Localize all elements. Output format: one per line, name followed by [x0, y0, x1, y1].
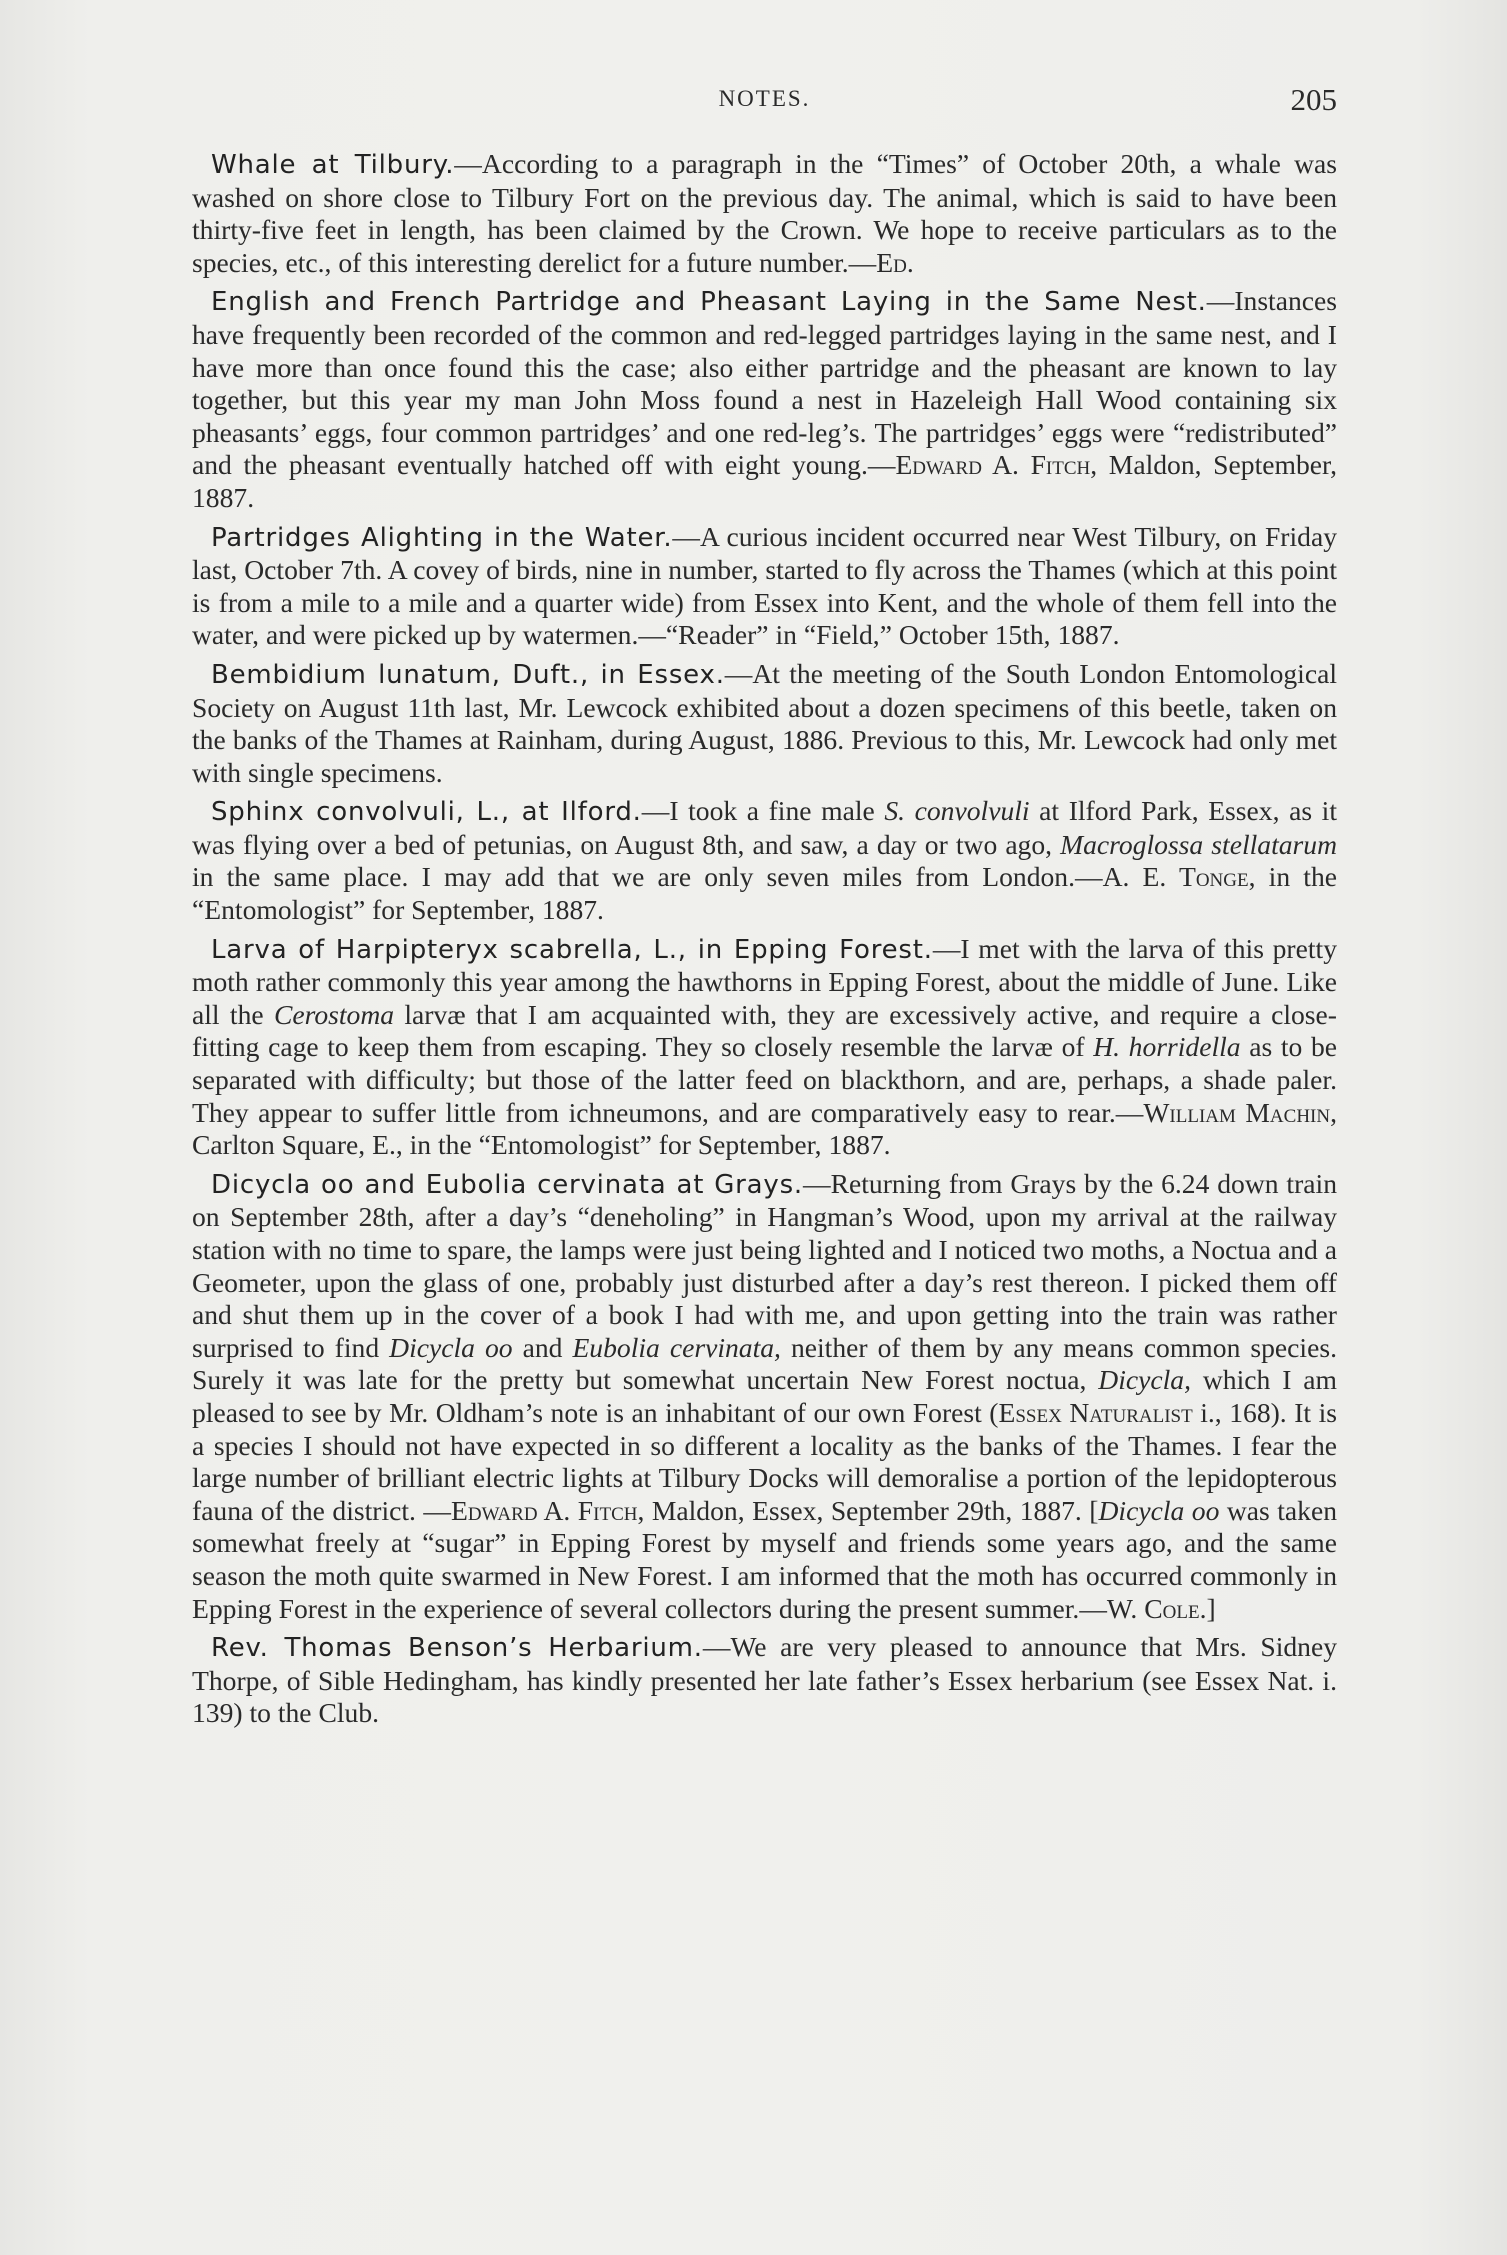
- note-heading: Whale at Tilbury.: [211, 150, 455, 180]
- note-text: —Returning from Grays by the 6.24 down train on September 28th, after a day’s “deneholing” in Hangman’s Wood, upon my arrival at the railway station with no time to spare, the lamps were just being lighted and I noticed two moths, a Noctua and a Geometer, upon the glass of one, probably just disturbed after a day’s rest thereon. I picked them off and shut them up in the cover of a book I had with me, and upon getting into the train was rather surprised to find: [192, 1167, 1337, 1363]
- note-signature: Edward A. Fitch,: [451, 1494, 645, 1526]
- note-text: in the same place. I may add that we are only seven miles from London.—: [192, 861, 1103, 893]
- note-text: —I took a fine male: [641, 795, 885, 827]
- species-name: Dicycla,: [1098, 1364, 1191, 1396]
- note-heading: Partridges Alighting in the Water.: [211, 522, 673, 553]
- species-name: Eubolia cervinata,: [572, 1331, 781, 1363]
- running-head: NOTES.: [718, 86, 811, 111]
- note-text: was taken somewhat freely at “sugar” in Epping Forest by myself and friends some years ago, and the same season the moth quite swarmed in New Forest. I am informed that the moth has occurred commonly in Epping Forest in the experience of several collectors during the present summer.—: [192, 1494, 1337, 1624]
- note-heading: English and French Partridge and Pheasant Laying in the Same Nest.: [211, 287, 1207, 318]
- note-heading: Dicycla oo and Eubolia cervinata at Grays.: [211, 1169, 803, 1200]
- note-dicycla: [192, 1168, 1337, 1625]
- note-text: larvæ that I am acquainted with, they are excessively active, and require a close-fitting cage to keep them from escaping. They so closely resemble the larvæ of: [192, 998, 1337, 1063]
- note-text: —I met with the larva of this pretty moth rather commonly this year among the hawthorns in Epping Forest, about the middle of June. Like all the: [192, 932, 1337, 1030]
- note-signature: W. Cole.: [1106, 1592, 1207, 1624]
- page-header: [192, 82, 1337, 122]
- page-number: 205: [1290, 82, 1337, 117]
- note-text: —Instances have frequently been recorded of the common and red-legged partridges laying in the same nest, and I have more than once found this the case; also either partridge and the pheasant are known to lay together, but this year my man John Moss found a nest in Hazeleigh Hall Wood containing six pheasants’ eggs, four common partridges’ and one red-leg’s. The partridges’ eggs were “redistributed” and the pheasant eventually hatched off with eight young.—: [192, 285, 1337, 481]
- note-benson-herbarium: [192, 1631, 1337, 1730]
- note-signature: A. E. Tonge,: [1102, 861, 1256, 893]
- note-text: ]: [1206, 1592, 1216, 1624]
- note-text: —We are very pleased to announce that Mrs. Sidney Thorpe, of Sible Hedingham, has kindly presented her late father’s Essex herbarium (see Essex Nat. i. 139) to the Club.: [192, 1631, 1337, 1729]
- note-text: and: [512, 1331, 573, 1363]
- note-text: —At the meeting of the South London Entomological Society on August 11th last, Mr. Lewcock exhibited about a dozen specimens of this beetle, taken on the banks of the Thames at Rainham, during August, 1886. Previous to this, Mr. Lewcock had only met with single specimens.: [192, 657, 1337, 788]
- species-name: Dicycla oo: [389, 1331, 513, 1363]
- note-text: i., 168). It is a species I should not have expected in so different a locality as the banks of the Thames. I fear the large number of brilliant electric lights at Tilbury Docks will demoralise a portion of the lepidopterous fauna of the district. —: [192, 1396, 1338, 1526]
- note-text: —A curious incident occurred near West Tilbury, on Friday last, October 7th. A covey of birds, nine in number, started to fly across the Thames (which at this point is from a mile to a mile and a quarter wide) from Essex into Kent, and the whole of them fell into the water, and were picked up by watermen.—“Reader” in “Field,” October 15th, 1887.: [192, 520, 1337, 651]
- notes-body: [192, 148, 1337, 1736]
- note-text: which I am pleased to see by Mr. Oldham’s note is an inhabitant of our own Forest (: [192, 1364, 1337, 1428]
- note-bembidium: [192, 658, 1337, 789]
- note-text: neither of them by any means common species. Surely it was late for the pretty but somewhat uncertain New Forest noctua,: [192, 1331, 1337, 1396]
- note-text: —According to a paragraph in the “Times” of October 20th, a whale was washed on shore close to Tilbury Fort on the previous day. The animal, which is said to have been thirty-five feet in length, has been claimed by the Crown. We hope to receive particulars as to the species, etc., of this interesting derelict for a future number.—: [192, 148, 1337, 278]
- journal-name: Essex Naturalist: [998, 1396, 1193, 1428]
- note-heading: Bembidium lunatum, Duft., in Essex.: [211, 659, 725, 690]
- note-signature: William Machin,: [1143, 1096, 1337, 1128]
- note-text: in the “Entomologist” for September, 1887.: [192, 861, 1337, 926]
- note-sphinx: [192, 795, 1337, 926]
- note-heading: Rev. Thomas Benson’s Herbarium.: [211, 1633, 703, 1664]
- note-partridge-pheasant: [192, 285, 1337, 514]
- note-whale-at-tilbury: [192, 148, 1337, 279]
- note-signature: Ed.: [876, 246, 914, 278]
- note-partridges-water: [192, 521, 1337, 652]
- note-harpipteryx: [192, 933, 1337, 1162]
- note-signature: Edward A. Fitch,: [895, 449, 1098, 481]
- species-name: Macroglossa stellatarum: [1060, 828, 1338, 860]
- species-name: S. convolvuli: [884, 795, 1030, 827]
- species-name: Cerostoma: [273, 998, 395, 1030]
- note-text: Carlton Square, E., in the “Entomologist” for September, 1887.: [192, 1129, 891, 1161]
- note-text: Maldon, Essex, September 29th, 1887. [: [644, 1494, 1099, 1526]
- note-heading: Larva of Harpipteryx scabrella, L., in Epping Forest.: [211, 934, 933, 965]
- note-heading: Sphinx convolvuli, L., at Ilford.: [211, 797, 642, 828]
- species-name: Dicycla oo: [1098, 1494, 1220, 1526]
- note-text: as to be separated with difficulty; but those of the latter feed on blackthorn, and are, perhaps, a shade paler. They appear to suffer little from ichneumons, and are comparatively easy to rear.—: [192, 1031, 1337, 1128]
- note-text: Maldon, September, 1887.: [192, 449, 1337, 513]
- note-text: at Ilford Park, Essex, as it was flying over a bed of petunias, on August 8th, and saw, a day or two ago,: [192, 795, 1337, 860]
- species-name: H. horridella: [1093, 1031, 1241, 1063]
